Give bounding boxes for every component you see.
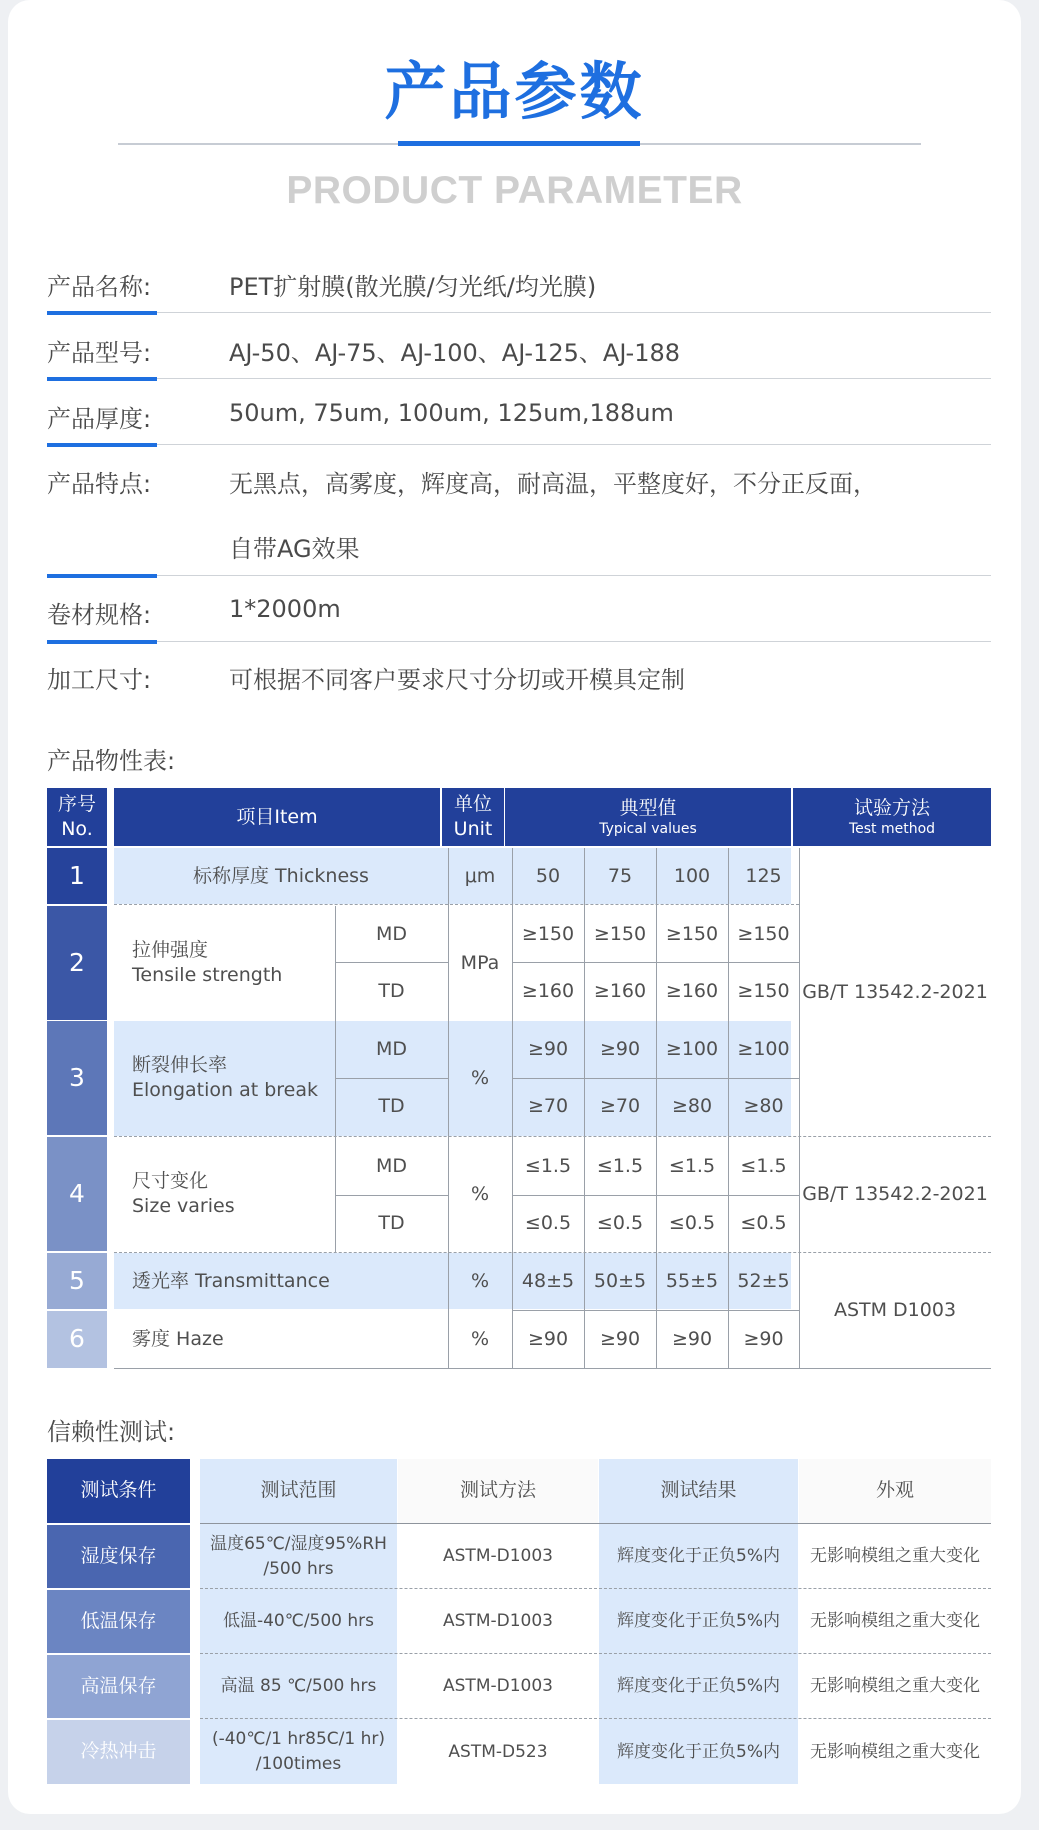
- grid-dashed-line: [200, 1718, 991, 1719]
- value-cell: ≥70: [527, 1095, 569, 1118]
- row-number: 6: [47, 1311, 107, 1368]
- value-cell: ≥100: [737, 1038, 790, 1061]
- header-appearance: 外观: [875, 1479, 914, 1502]
- properties-heading: 产品物性表:: [47, 747, 176, 775]
- item-size-varies: 尺寸变化 Size varies: [132, 1170, 235, 1217]
- value-cell: ≤0.5: [524, 1212, 572, 1235]
- method-cell: ASTM-D1003: [443, 1546, 553, 1567]
- condition-cell: 湿度保存: [47, 1525, 190, 1588]
- unit-cell: %: [470, 1270, 490, 1293]
- value-cell: ≥150: [521, 922, 575, 945]
- page-title: 产品参数: [384, 55, 645, 128]
- result-cell: 辉度变化于正负5%内: [617, 1611, 780, 1632]
- value-cell: ≥150: [737, 922, 790, 945]
- method-cell: ASTM-D1003: [443, 1611, 553, 1632]
- info-divider: [47, 641, 991, 642]
- direction-md: MD: [375, 922, 408, 945]
- header-unit: 单位 Unit: [442, 788, 504, 846]
- value-cell: ≥160: [593, 979, 647, 1002]
- appearance-cell: 无影响模组之重大变化: [810, 1676, 980, 1697]
- unit-cell: MPa: [460, 951, 500, 974]
- appearance-cell: 无影响模组之重大变化: [810, 1546, 980, 1567]
- value-cell: ≥70: [599, 1095, 641, 1118]
- header-condition: 测试条件: [47, 1459, 190, 1523]
- value-cell: ≥90: [527, 1328, 569, 1351]
- info-label: 产品特点:: [47, 470, 152, 498]
- info-value: 无黑点，高雾度，辉度高，耐高温，平整度好，不分正反面，: [229, 470, 877, 498]
- item-tensile-strength: 拉伸强度 Tensile strength: [132, 939, 283, 986]
- info-label: 卷材规格:: [47, 601, 152, 629]
- info-label: 产品厚度:: [47, 405, 152, 433]
- info-label: 加工尺寸:: [47, 666, 152, 694]
- info-divider: [47, 444, 991, 445]
- unit-cell: %: [470, 1066, 490, 1089]
- value-cell: ≥90: [743, 1328, 784, 1351]
- value-cell: ≥100: [665, 1038, 719, 1061]
- value-cell: 48±5: [521, 1270, 575, 1293]
- value-cell: ≥80: [671, 1095, 713, 1118]
- info-value-continued: 自带AG效果: [229, 535, 360, 563]
- grid-dashed-line: [200, 1588, 991, 1589]
- unit-cell: %: [470, 1182, 490, 1205]
- header-method: 测试方法: [459, 1479, 536, 1502]
- info-divider: [47, 575, 991, 576]
- unit-cell: %: [470, 1328, 490, 1351]
- value-cell: ≤1.5: [596, 1154, 644, 1177]
- grid-dashed-line: [200, 1653, 991, 1654]
- info-label: 产品型号:: [47, 339, 152, 367]
- info-divider-accent: [47, 640, 157, 644]
- method-cell: ASTM D1003: [833, 1299, 957, 1322]
- value-cell: 50: [535, 864, 561, 887]
- reliability-heading: 信赖性测试:: [47, 1418, 176, 1446]
- row-number: 4: [47, 1137, 107, 1251]
- value-cell: ≥80: [743, 1095, 784, 1118]
- header-range: 测试范围: [260, 1479, 337, 1502]
- item-transmittance: 透光率 Transmittance: [132, 1270, 330, 1293]
- value-cell: 55±5: [665, 1270, 719, 1293]
- value-cell: ≤1.5: [740, 1154, 787, 1177]
- value-cell: ≥90: [599, 1328, 641, 1351]
- value-cell: ≥150: [593, 922, 647, 945]
- row-number: 2: [47, 906, 107, 1020]
- page-subtitle: PRODUCT PARAMETER: [286, 169, 743, 212]
- info-divider: [47, 312, 991, 313]
- value-cell: ≥160: [665, 979, 719, 1002]
- value-cell: ≤0.5: [668, 1212, 716, 1235]
- method-cell: ASTM-D1003: [443, 1676, 553, 1697]
- result-cell: 辉度变化于正负5%内: [617, 1741, 780, 1762]
- info-value: 1*2000m: [229, 595, 341, 623]
- condition-cell: 高温保存: [47, 1655, 190, 1718]
- info-divider-accent: [47, 443, 157, 447]
- grid-dashed-line: [114, 904, 799, 905]
- content-card: [8, 0, 1021, 1814]
- title-divider-accent: [398, 141, 640, 146]
- grid-line: [200, 1523, 991, 1524]
- appearance-cell: 无影响模组之重大变化: [810, 1741, 980, 1762]
- grid-line: [114, 1368, 991, 1369]
- header-typical: 典型值 Typical values: [505, 788, 791, 846]
- item-thickness: 标称厚度 Thickness: [193, 864, 369, 887]
- value-cell: ≤1.5: [668, 1154, 716, 1177]
- appearance-cell: 无影响模组之重大变化: [810, 1611, 980, 1632]
- range-cell: 高温 85 ℃/500 hrs: [220, 1676, 377, 1697]
- info-divider-accent: [47, 377, 157, 381]
- value-cell: ≥90: [671, 1328, 713, 1351]
- condition-cell: 冷热冲击: [47, 1720, 190, 1784]
- value-cell: ≥90: [527, 1038, 569, 1061]
- value-cell: ≥160: [521, 979, 575, 1002]
- method-cell: GB/T 13542.2-2021: [802, 980, 988, 1003]
- info-divider-accent: [47, 311, 157, 315]
- row-number: 5: [47, 1253, 107, 1309]
- range-cell: 温度65℃/湿度95%RH /500 hrs: [210, 1533, 387, 1579]
- value-cell: ≥150: [737, 979, 790, 1002]
- direction-md: MD: [375, 1154, 408, 1177]
- value-cell: 50±5: [593, 1270, 647, 1293]
- value-cell: 52±5: [737, 1270, 790, 1293]
- row-number: 1: [47, 848, 107, 904]
- info-divider: [47, 378, 991, 379]
- info-value: PET扩射膜(散光膜/匀光纸/均光膜): [229, 273, 597, 301]
- header-result: 测试结果: [660, 1479, 737, 1502]
- direction-td: TD: [378, 1095, 405, 1118]
- info-divider-accent: [47, 574, 157, 578]
- value-cell: ≤0.5: [596, 1212, 644, 1235]
- row-number: 3: [47, 1021, 107, 1135]
- value-cell: ≥150: [665, 922, 719, 945]
- info-label: 产品名称:: [47, 273, 152, 301]
- direction-td: TD: [378, 979, 405, 1002]
- condition-cell: 低温保存: [47, 1590, 190, 1653]
- header-item: 项目Item: [114, 788, 440, 846]
- value-cell: 100: [673, 864, 711, 887]
- result-cell: 辉度变化于正负5%内: [617, 1546, 780, 1567]
- unit-cell: μm: [464, 864, 496, 887]
- value-cell: ≤0.5: [740, 1212, 787, 1235]
- value-cell: 75: [607, 864, 633, 887]
- info-value: 可根据不同客户要求尺寸分切或开模具定制: [229, 666, 685, 694]
- header-no: 序号 No.: [47, 788, 107, 846]
- result-cell: 辉度变化于正负5%内: [617, 1676, 780, 1697]
- direction-md: MD: [375, 1038, 408, 1061]
- value-cell: ≥90: [599, 1038, 641, 1061]
- info-value: 50um, 75um, 100um, 125um,188um: [229, 399, 674, 427]
- item-haze: 雾度 Haze: [132, 1328, 224, 1351]
- range-cell: 低温-40℃/500 hrs: [222, 1611, 375, 1632]
- direction-td: TD: [378, 1212, 405, 1235]
- value-cell: ≤1.5: [524, 1154, 572, 1177]
- header-method: 试验方法 Test method: [793, 788, 991, 846]
- info-value: AJ-50、AJ-75、AJ-100、AJ-125、AJ-188: [229, 339, 681, 367]
- value-cell: 125: [745, 864, 782, 887]
- method-cell: GB/T 13542.2-2021: [802, 1183, 988, 1206]
- item-elongation: 断裂伸长率 Elongation at break: [132, 1054, 319, 1101]
- method-cell: ASTM-D523: [448, 1741, 548, 1762]
- range-cell: (-40℃/1 hr85C/1 hr) /100times: [211, 1729, 386, 1774]
